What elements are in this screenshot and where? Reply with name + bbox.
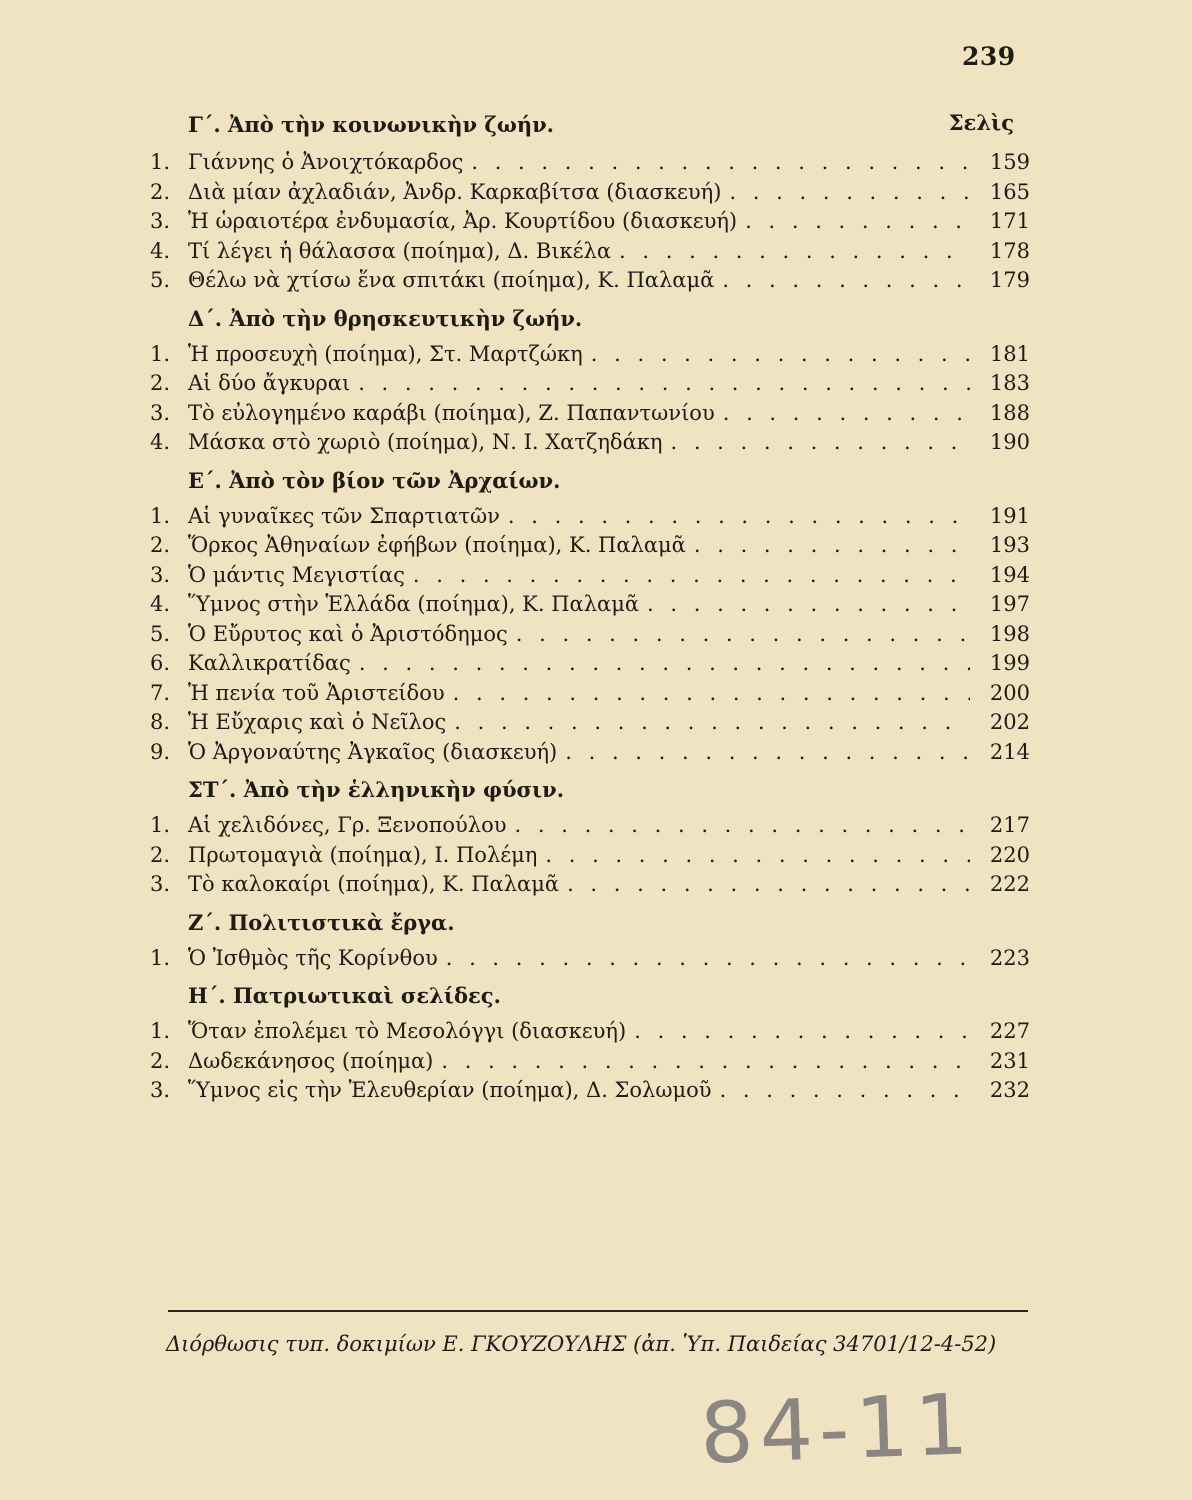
entry-title: Ἡ ὡραιοτέρα ἐνδυμασία, Ἀρ. Κουρτίδου (διασκευή) bbox=[188, 209, 738, 233]
dot-leader bbox=[619, 237, 970, 267]
entry-title: Ὁ Ἀργοναύτης Ἀγκαῖος (διασκευή) bbox=[188, 739, 558, 764]
entry-page: 222 bbox=[989, 872, 1030, 896]
toc-entry bbox=[150, 531, 1030, 561]
entry-page: 178 bbox=[989, 238, 1030, 263]
dot-leader bbox=[508, 502, 970, 532]
dot-leader bbox=[515, 811, 970, 841]
toc-header bbox=[150, 104, 1030, 148]
dot-leader bbox=[358, 369, 970, 399]
entry-title: Δωδεκάνησος (ποίημα) bbox=[188, 1048, 434, 1073]
toc-entry bbox=[150, 620, 1030, 650]
entry-title: Τὸ καλοκαίρι (ποίημα), Κ. Παλαμᾶ bbox=[188, 872, 560, 896]
entry-number: 2. bbox=[150, 1048, 171, 1073]
entry-page: 227 bbox=[989, 1019, 1030, 1043]
entry-number: 1. bbox=[150, 813, 171, 837]
entry-page: 171 bbox=[989, 209, 1030, 233]
section-heading: Ε΄. Ἀπὸ τὸν βίον τῶν Ἀρχαίων. bbox=[188, 467, 561, 493]
entry-number: 3. bbox=[150, 400, 171, 425]
entry-page: 165 bbox=[989, 179, 1030, 204]
entry-page: 200 bbox=[989, 680, 1030, 705]
toc-entry bbox=[150, 870, 1030, 900]
toc-entry bbox=[150, 266, 1030, 296]
toc-entry bbox=[150, 561, 1030, 591]
entry-page: 197 bbox=[989, 592, 1030, 616]
entry-page: 159 bbox=[989, 150, 1030, 174]
handwritten-mark: 84-11 bbox=[698, 1375, 976, 1483]
entry-title: Ὁ Ἰσθμὸς τῆς Κορίνθου bbox=[188, 945, 438, 970]
toc-entry bbox=[150, 148, 1030, 178]
toc-entry bbox=[150, 428, 1030, 458]
entry-page: 193 bbox=[989, 533, 1030, 557]
entry-page: 181 bbox=[989, 341, 1030, 366]
dot-leader bbox=[591, 340, 970, 370]
toc-entry bbox=[150, 1047, 1030, 1077]
entry-number: 2. bbox=[150, 533, 171, 557]
toc-body bbox=[150, 148, 1030, 1106]
entry-title: Θέλω νὰ χτίσω ἕνα σπιτάκι (ποίημα), Κ. Παλαμᾶ bbox=[188, 268, 715, 292]
entry-number: 2. bbox=[150, 842, 171, 867]
entry-title: Αἱ χελιδόνες, Γρ. Ξενοπούλου bbox=[188, 813, 507, 837]
dot-leader bbox=[453, 679, 970, 709]
entry-number: 1. bbox=[150, 1019, 171, 1043]
entry-number: 3. bbox=[150, 1078, 171, 1102]
toc-entry bbox=[150, 207, 1030, 237]
entry-title: Ὕμνος εἰς τὴν Ἐλευθερίαν (ποίημα), Δ. Σολωμοῦ bbox=[188, 1078, 712, 1102]
entry-page: 188 bbox=[989, 400, 1030, 425]
entry-title: Αἱ γυναῖκες τῶν Σπαρτιατῶν bbox=[188, 503, 500, 528]
section-heading: Ζ΄. Πολιτιστικὰ ἔργα. bbox=[188, 909, 455, 935]
entry-page: 202 bbox=[989, 710, 1030, 734]
entry-page: 232 bbox=[989, 1078, 1030, 1102]
entry-page: 199 bbox=[989, 651, 1030, 675]
table-of-contents bbox=[150, 104, 1030, 1106]
entry-title: Ἡ προσευχὴ (ποίημα), Στ. Μαρτζώκη bbox=[188, 341, 583, 366]
toc-entry bbox=[150, 649, 1030, 679]
toc-entry bbox=[150, 399, 1030, 429]
section-heading: Η΄. Πατριωτικαὶ σελίδες. bbox=[188, 983, 501, 1008]
entry-number: 6. bbox=[150, 651, 171, 675]
dot-leader bbox=[359, 649, 970, 679]
entry-title: Ἡ Εὔχαρις καὶ ὁ Νεῖλος bbox=[188, 710, 447, 734]
entry-title: Τὸ εὐλογημένο καράβι (ποίημα), Ζ. Παπαντωνίου bbox=[188, 400, 715, 425]
entry-title: Ὁ μάντις Μεγιστίας bbox=[188, 562, 405, 587]
entry-page: 194 bbox=[989, 562, 1030, 587]
entry-page: 217 bbox=[989, 813, 1030, 837]
footer-divider bbox=[168, 1310, 1028, 1312]
dot-leader bbox=[413, 561, 970, 591]
footer-note: Διόρθωσις τυπ. δοκιμίων Ε. ΓΚΟΥΖΟΥΛΗΣ (ἀπ. Ὑπ. Παιδείας 34701/12-4-52) bbox=[166, 1332, 997, 1356]
dot-leader bbox=[545, 841, 970, 871]
entry-page: 220 bbox=[989, 842, 1030, 867]
entry-number: 1. bbox=[150, 503, 171, 528]
dot-leader bbox=[722, 266, 970, 296]
dot-leader bbox=[694, 531, 970, 561]
entry-number: 1. bbox=[150, 150, 171, 174]
toc-entry bbox=[150, 590, 1030, 620]
entry-number: 4. bbox=[150, 430, 171, 454]
section-heading: Δ΄. Ἀπὸ τὴν θρησκευτικὴν ζωήν. bbox=[188, 305, 583, 331]
dot-leader bbox=[647, 590, 970, 620]
entry-number: 2. bbox=[150, 179, 171, 204]
entry-number: 3. bbox=[150, 872, 171, 896]
entry-title: Γιάννης ὁ Ἀνοιχτόκαρδος bbox=[188, 150, 464, 174]
entry-number: 4. bbox=[150, 592, 171, 616]
entry-page: 214 bbox=[989, 739, 1030, 764]
entry-number: 9. bbox=[150, 739, 171, 764]
page-number: 239 bbox=[962, 42, 1016, 71]
entry-page: 231 bbox=[989, 1048, 1030, 1073]
entry-title: Ὕμνος στὴν Ἑλλάδα (ποίημα), Κ. Παλαμᾶ bbox=[188, 592, 640, 616]
section-heading: Γ΄. Ἀπὸ τὴν κοινωνικὴν ζωήν. bbox=[188, 112, 554, 137]
entry-number: 7. bbox=[150, 680, 171, 705]
toc-entry bbox=[150, 738, 1030, 768]
toc-entry bbox=[150, 841, 1030, 871]
section-heading: ΣΤ΄. Ἀπὸ τὴν ἑλληνικὴν φύσιν. bbox=[188, 777, 565, 802]
entry-page: 198 bbox=[989, 621, 1030, 646]
dot-leader bbox=[720, 1076, 970, 1106]
entry-number: 3. bbox=[150, 562, 171, 587]
entry-title: Μάσκα στὸ χωριὸ (ποίημα), Ν. Ι. Χατζηδάκη bbox=[188, 430, 663, 454]
toc-entry bbox=[150, 1076, 1030, 1106]
entry-number: 2. bbox=[150, 371, 171, 395]
toc-entry bbox=[150, 679, 1030, 709]
entry-title: Καλλικρατίδας bbox=[188, 651, 351, 675]
entry-title: Ὅταν ἐπολέμει τὸ Μεσολόγγι (διασκευή) bbox=[188, 1019, 627, 1043]
dot-leader bbox=[471, 148, 970, 178]
dot-leader bbox=[454, 708, 970, 738]
entry-page: 191 bbox=[989, 503, 1030, 528]
entry-number: 3. bbox=[150, 209, 171, 233]
entry-page: 183 bbox=[989, 371, 1030, 395]
dot-leader bbox=[745, 207, 970, 237]
toc-entry bbox=[150, 178, 1030, 208]
dot-leader bbox=[723, 399, 970, 429]
entry-title: Ὁ Εὔρυτος καὶ ὁ Ἀριστόδημος bbox=[188, 621, 508, 646]
toc-entry bbox=[150, 811, 1030, 841]
dot-leader bbox=[729, 178, 970, 208]
entry-number: 1. bbox=[150, 945, 171, 970]
entry-title: Διὰ μίαν ἀχλαδιάν, Ἀνδρ. Καρκαβίτσα (διασκευή) bbox=[188, 179, 722, 204]
toc-entry bbox=[150, 237, 1030, 267]
entry-number: 5. bbox=[150, 621, 171, 646]
entry-number: 8. bbox=[150, 710, 171, 734]
dot-leader bbox=[567, 870, 970, 900]
pages-column-label: Σελὶς bbox=[948, 110, 1014, 135]
toc-entry bbox=[150, 502, 1030, 532]
toc-entry bbox=[150, 708, 1030, 738]
toc-entry bbox=[150, 1017, 1030, 1047]
dot-leader bbox=[446, 944, 970, 974]
dot-leader bbox=[441, 1047, 970, 1077]
dot-leader bbox=[634, 1017, 970, 1047]
toc-entry bbox=[150, 340, 1030, 370]
entry-title: Αἱ δύο ἄγκυραι bbox=[188, 371, 351, 395]
toc-entry bbox=[150, 944, 1030, 974]
entry-number: 1. bbox=[150, 341, 171, 366]
entry-page: 190 bbox=[989, 430, 1030, 454]
entry-page: 179 bbox=[989, 268, 1030, 292]
entry-title: Πρωτομαγιὰ (ποίημα), Ι. Πολέμη bbox=[188, 842, 538, 867]
toc-entry bbox=[150, 369, 1030, 399]
entry-number: 5. bbox=[150, 268, 171, 292]
dot-leader bbox=[670, 428, 970, 458]
dot-leader bbox=[516, 620, 970, 650]
entry-page: 223 bbox=[989, 945, 1030, 970]
dot-leader bbox=[565, 738, 970, 768]
entry-title: Ὅρκος Ἀθηναίων ἐφήβων (ποίημα), Κ. Παλαμᾶ bbox=[188, 533, 686, 557]
entry-title: Ἡ πενία τοῦ Ἀριστείδου bbox=[188, 680, 445, 705]
entry-number: 4. bbox=[150, 238, 171, 263]
entry-title: Τί λέγει ἡ θάλασσα (ποίημα), Δ. Βικέλα bbox=[188, 238, 612, 263]
